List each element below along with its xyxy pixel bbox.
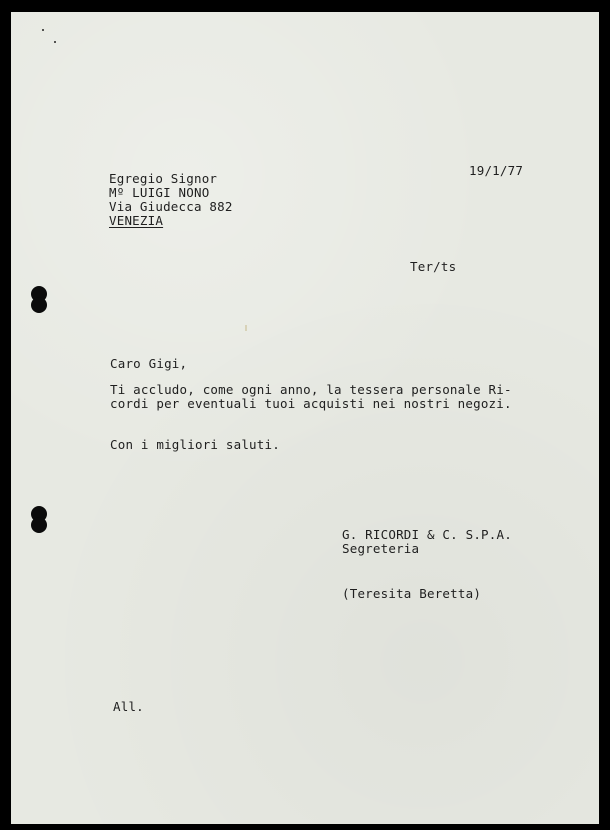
body-line-2: cordi per eventuali tuoi acquisti nei nostri negozi.: [110, 396, 512, 411]
paper-mark: [245, 325, 247, 331]
punch-hole-top-b: [31, 297, 47, 313]
salutation: Caro Gigi,: [110, 356, 188, 371]
reference-code: Ter/ts: [410, 259, 457, 274]
body-line-1: Ti accludo, come ogni anno, la tessera personale Ri-: [110, 382, 512, 397]
letter-date: 19/1/77: [469, 163, 524, 178]
punch-hole-bottom-b: [31, 517, 47, 533]
recipient-city: VENEZIA: [109, 213, 164, 228]
recipient-line-2: Mº LUIGI NONO: [109, 185, 210, 200]
recipient-line-1: Egregio Signor: [109, 171, 218, 186]
signature-name: (Teresita Beretta): [342, 586, 482, 601]
signature-company: G. RICORDI & C. S.P.A.: [342, 527, 512, 542]
paper-speck: [42, 29, 44, 31]
paper-speck: [54, 41, 56, 43]
letter-page: [11, 12, 599, 824]
enclosure-note: All.: [113, 699, 144, 714]
recipient-line-3: Via Giudecca 882: [109, 199, 233, 214]
signature-department: Segreteria: [342, 541, 420, 556]
closing: Con i migliori saluti.: [110, 437, 280, 452]
